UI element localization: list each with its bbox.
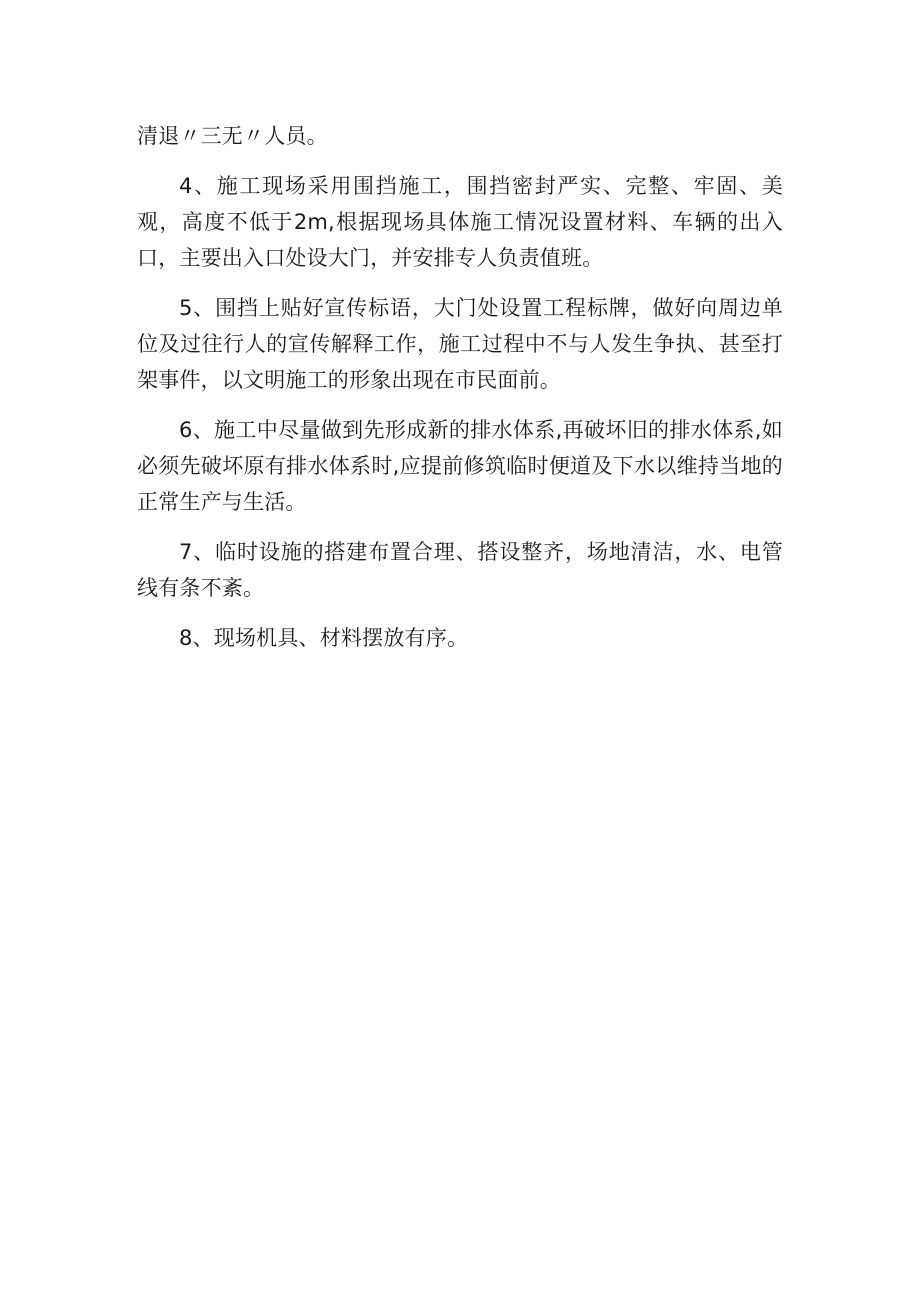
paragraph-item-8: 8、现场机具、材料摆放有序。 xyxy=(179,626,469,650)
paragraph-item-7: 7、临时设施的搭建布置合理、搭设整齐，场地清洁，水、电管线有条不紊。 xyxy=(137,540,783,600)
paragraph-item-5: 5、围挡上贴好宣传标语，大门处设置工程标牌，做好向周边单位及过往行人的宣传解释工作，施工过程中不与人发生争执、甚至打架事件，以文明施工的形象出现在市民面前。 xyxy=(137,296,783,392)
paragraph-continuation: 清退〃三无〃人员。 xyxy=(137,124,328,148)
document-body xyxy=(137,118,783,670)
paragraph-item-4: 4、施工现场采用围挡施工，围挡密封严实、完整、牢固、美观，高度不低于2m,根据现场具体施工情况设置材料、车辆的出入口，主要出入口处设大门，并安排专人负责值班。 xyxy=(137,174,783,270)
paragraph-item-6: 6、施工中尽量做到先形成新的排水体系,再破坏旧的排水体系,如必须先破坏原有排水体系时,应提前修筑临时便道及下水以维持当地的正常生产与生活。 xyxy=(137,418,783,514)
